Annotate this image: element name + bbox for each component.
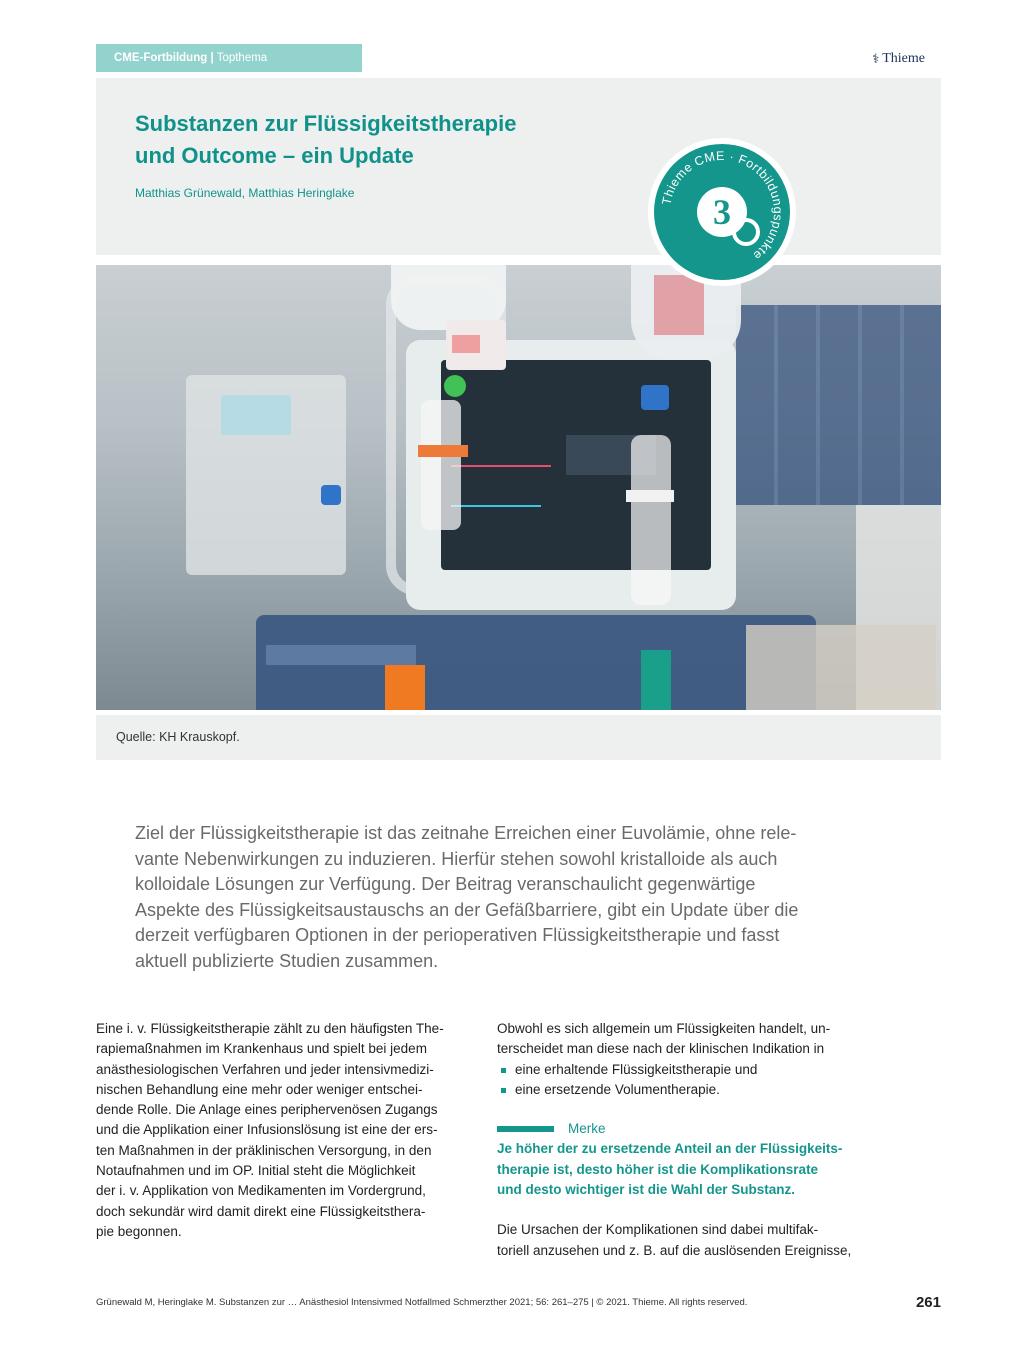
publisher-name: Thieme — [882, 51, 925, 66]
body-line: Notaufnahmen und im OP. Initial steht die Möglichkeit — [96, 1163, 416, 1179]
body-line: Eine i. v. Flüssigkeitstherapie zählt zu den häufigsten The- — [96, 1021, 444, 1036]
merke-box — [497, 1139, 854, 1200]
section-tag — [96, 44, 362, 72]
merke-line: und desto wichtiger ist die Wahl der Substanz. — [497, 1182, 796, 1198]
merke-bar-icon — [497, 1126, 554, 1132]
abstract-line: derzeit verfügbaren Optionen in der perioperativen Flüssigkeitstherapie und fasst — [135, 925, 780, 945]
list-item: eine ersetzende Volumentherapie. — [497, 1080, 854, 1100]
page-footer-citation: Grünewald M, Heringlake M. Substanzen zur … Anästhesiol Intensivmed Notfallmed Schmerzther 2021; 56: 261–275 | © 2021. Thieme. All rights reserved. — [96, 1297, 748, 1308]
merke-label: Merke — [568, 1121, 606, 1137]
abstract-line: Ziel der Flüssigkeitstherapie ist das zeitnahe Erreichen einer Euvolämie, ohne rele- — [135, 823, 797, 843]
indication-list — [497, 1060, 854, 1101]
cover-photo-infusion — [96, 265, 941, 710]
title-line-1: Substanzen zur Flüssigkeitstherapie — [135, 111, 517, 136]
list-item: eine erhaltende Flüssigkeitstherapie und — [497, 1060, 854, 1080]
body-line: Obwohl es sich allgemein um Flüssigkeiten handelt, un- — [497, 1021, 831, 1036]
abstract-line: kolloidale Lösungen zur Verfügung. Der Beitrag veranschaulicht gegenwärtige — [135, 874, 756, 894]
body-line: nischen Behandlung eine mehr oder weniger entschei- — [96, 1081, 423, 1097]
merke-heading — [497, 1119, 854, 1139]
photo-caption: Quelle: KH Krauskopf. — [96, 715, 941, 760]
body-line: Die Ursachen der Komplikationen sind dabei multifak- — [497, 1222, 819, 1238]
body-line: terscheidet man diese nach der klinischen Indikation in — [497, 1041, 825, 1057]
body-line: und die Applikation einer Infusionslösung ist eine der ers- — [96, 1122, 438, 1138]
cme-points-badge — [648, 138, 796, 286]
thieme-emblem-icon: ⚕ — [872, 51, 880, 66]
badge-number-circle — [697, 187, 747, 237]
abstract-line: Aspekte des Flüssigkeitsaustauschs an der Gefäßbarriere, gibt ein Update über die — [135, 899, 799, 920]
body-column-right — [497, 1019, 854, 1261]
article-abstract — [135, 821, 815, 974]
thieme-logo — [872, 51, 925, 67]
badge-caption: Thieme CME · Fortbildungspunkte — [659, 148, 786, 263]
body-line: der i. v. Applikation von Medikamenten im Vordergrund, — [96, 1183, 426, 1199]
body-line: doch sekundär wird damit direkt eine Flüssigkeitsthera- — [96, 1203, 426, 1219]
tag-topic: Topthema — [216, 52, 268, 64]
merke-line: therapie ist, desto höher ist die Komplikationsrate — [497, 1161, 819, 1177]
page-number: 261 — [915, 1294, 941, 1311]
body-line: pie begonnen. — [96, 1223, 182, 1239]
body-line: toriell anzusehen und z. B. auf die auslösenden Ereignisse, — [497, 1242, 852, 1258]
article-header — [96, 78, 941, 255]
body-column-left — [96, 1019, 453, 1242]
abstract-line: vante Nebenwirkungen zu induzieren. Hierfür stehen sowohl kristalloide als auch — [135, 848, 778, 869]
tag-separator: | — [210, 52, 214, 64]
abstract-line: aktuell publizierte Studien zusammen. — [135, 950, 439, 971]
badge-points: 3 — [713, 192, 731, 232]
body-line: dende Rolle. Die Anlage eines periphervenösen Zugangs — [96, 1102, 438, 1118]
body-line: ten Maßnahmen in der präklinischen Versorgung, in den — [96, 1142, 432, 1158]
article-title — [135, 108, 615, 172]
title-line-2: und Outcome – ein Update — [135, 143, 414, 168]
article-authors: Matthias Grünewald, Matthias Heringlake — [135, 186, 355, 200]
merke-line: Je höher der zu ersetzende Anteil an der Flüssigkeits- — [497, 1141, 843, 1157]
tag-cme: CME-Fortbildung — [114, 52, 208, 64]
body-line: anästhesiologischen Verfahren und jeder intensivmedizi- — [96, 1061, 434, 1077]
body-line: rapiemaßnahmen im Krankenhaus und spielt bei jedem — [96, 1041, 427, 1057]
